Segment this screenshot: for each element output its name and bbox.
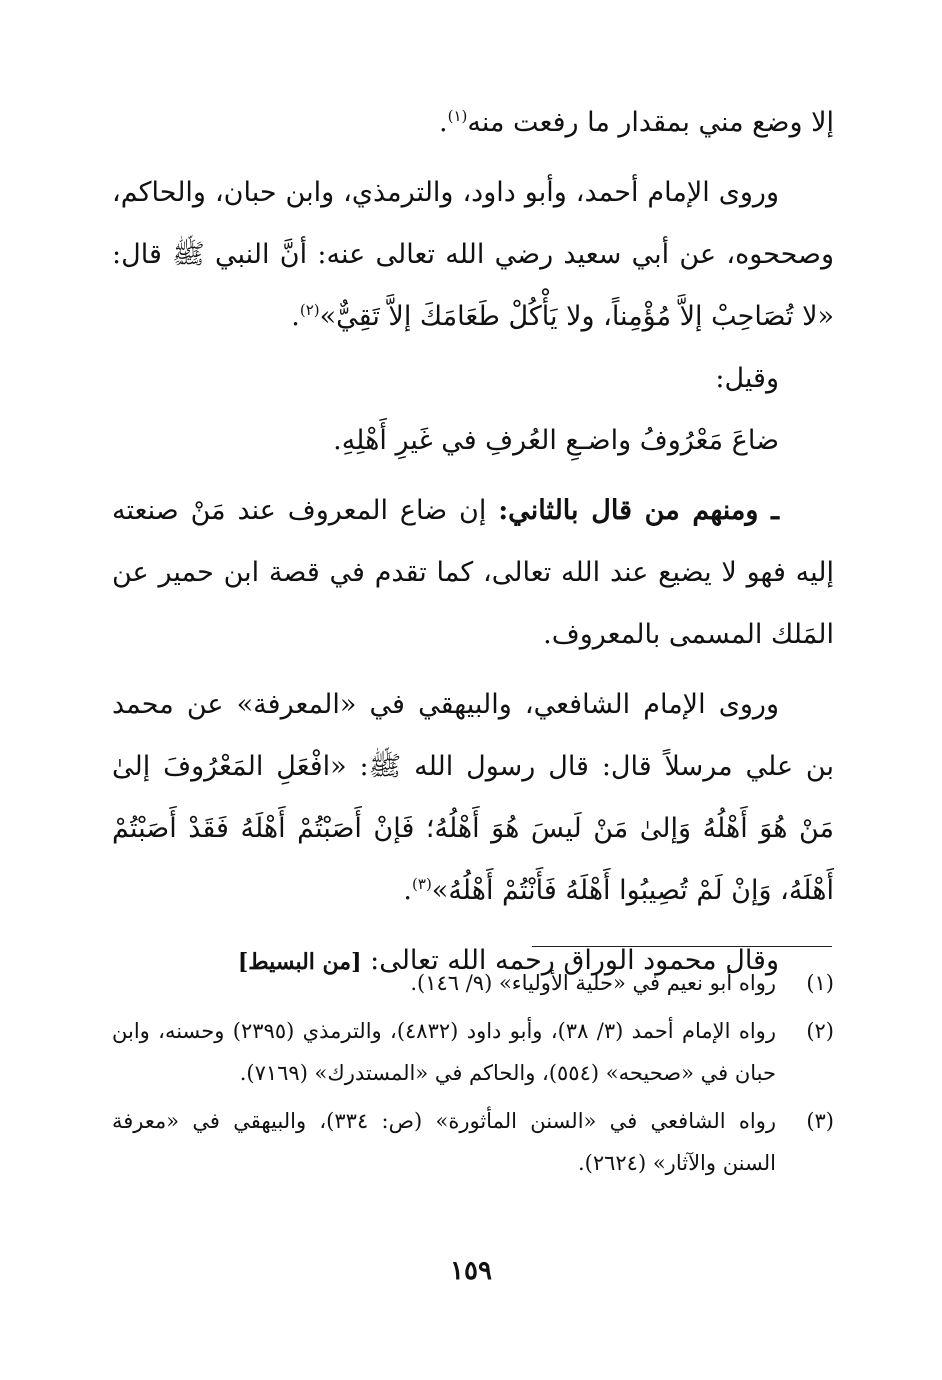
paragraph-5-text: وروى الإمام الشافعي، والبيهقي في «المعرفة» عن محمد بن علي مرسلاً قال: قال رسول الله ﷺ: «افْعَلِ المَعْرُوفَ إلىٰ مَنْ هُوَ أَهْلُهُ وَإلىٰ مَنْ لَيسَ هُوَ أَهْلُهُ؛ فَإنْ أَصَبْتُمْ أَهْلَهُ فَقَدْ أَصَبْتُمْ أَهْلَهُ، وَإنْ لَمْ تُصِيبُوا أَهْلَهُ فَأَنْتُمْ أَهْلُهُ»: [112, 689, 834, 906]
paragraph-3: وقيل:: [715, 363, 779, 394]
footnote-ref-1: (١): [447, 107, 468, 125]
paragraph-1-text: إلا وضع مني بمقدار ما رفعت منه: [467, 107, 834, 138]
poetic-meter-label: [من البسيط]: [237, 949, 362, 975]
paragraph-2: [112, 162, 834, 348]
paragraph-2-end: .: [291, 301, 300, 332]
paragraph-4-text: إن ضاع المعروف عند مَنْ صنعته إليه فهو لا يضيع عند الله تعالى، كما تقدم في قصة ابن حمير عن المَلك المسمى بالمعروف.: [112, 495, 834, 650]
footnote-number: (٢): [806, 1019, 834, 1043]
footnote-text: رواه الشافعي في «السنن المأثورة» (ص: ٣٣٤)، والبيهقي في «معرفة السنن والآثار» (٢٦٢٤).: [112, 1109, 776, 1175]
footnote-2: [112, 1010, 834, 1094]
paragraph-4-heading: ـ ومنهم من قال بالثاني:: [498, 495, 779, 526]
paragraph-4: [112, 480, 834, 666]
paragraph-6-text: وقال محمود الوراق رحمه الله تعالى:: [370, 945, 779, 976]
footnote-number: (٣): [806, 1109, 834, 1133]
footnote-ref-2: (٢): [299, 301, 320, 319]
footnote-1: [112, 962, 834, 1004]
page-number: ١٥٩: [450, 1256, 492, 1286]
footnote-3: [112, 1100, 834, 1184]
main-text: [112, 92, 834, 993]
paragraph-5-end: .: [403, 875, 413, 906]
footnote-number: (١): [806, 971, 834, 995]
verse-line: ضاعَ مَعْرُوفُ واضـعِ العُرفِ في غَيرِ أَهْلِهِ.: [333, 425, 779, 456]
footnote-text: رواه الإمام أحمد (٣/ ٣٨)، وأبو داود (٤٨٣٢)، والترمذي (٢٣٩٥) وحسنه، وابن حبان في «صحيحه» (٥٥٤)، والحاكم في «المستدرك» (٧١٦٩).: [112, 1019, 776, 1085]
footnote-divider: [532, 946, 832, 947]
footnotes: [112, 962, 834, 1190]
paragraph-1: [112, 92, 834, 154]
paragraph-2-text: وروى الإمام أحمد، وأبو داود، والترمذي، وابن حبان، والحاكم، وصححوه، عن أبي سعيد رضي الله تعالى عنه: أنَّ النبي ﷺ قال: «لا تُصَاحِبْ إلاَّ مُؤْمِناً، ولا يَأْكُلْ طَعَامَكَ إلاَّ تَقِيٌّ»: [112, 177, 834, 332]
footnote-text: رواه أبو نعيم في «حلية الأولياء» (٩/ ١٤٦).: [410, 971, 776, 995]
paragraph-5: [112, 674, 834, 922]
paragraph-1-end: .: [439, 107, 448, 138]
footnote-ref-3: (٣): [412, 875, 432, 893]
